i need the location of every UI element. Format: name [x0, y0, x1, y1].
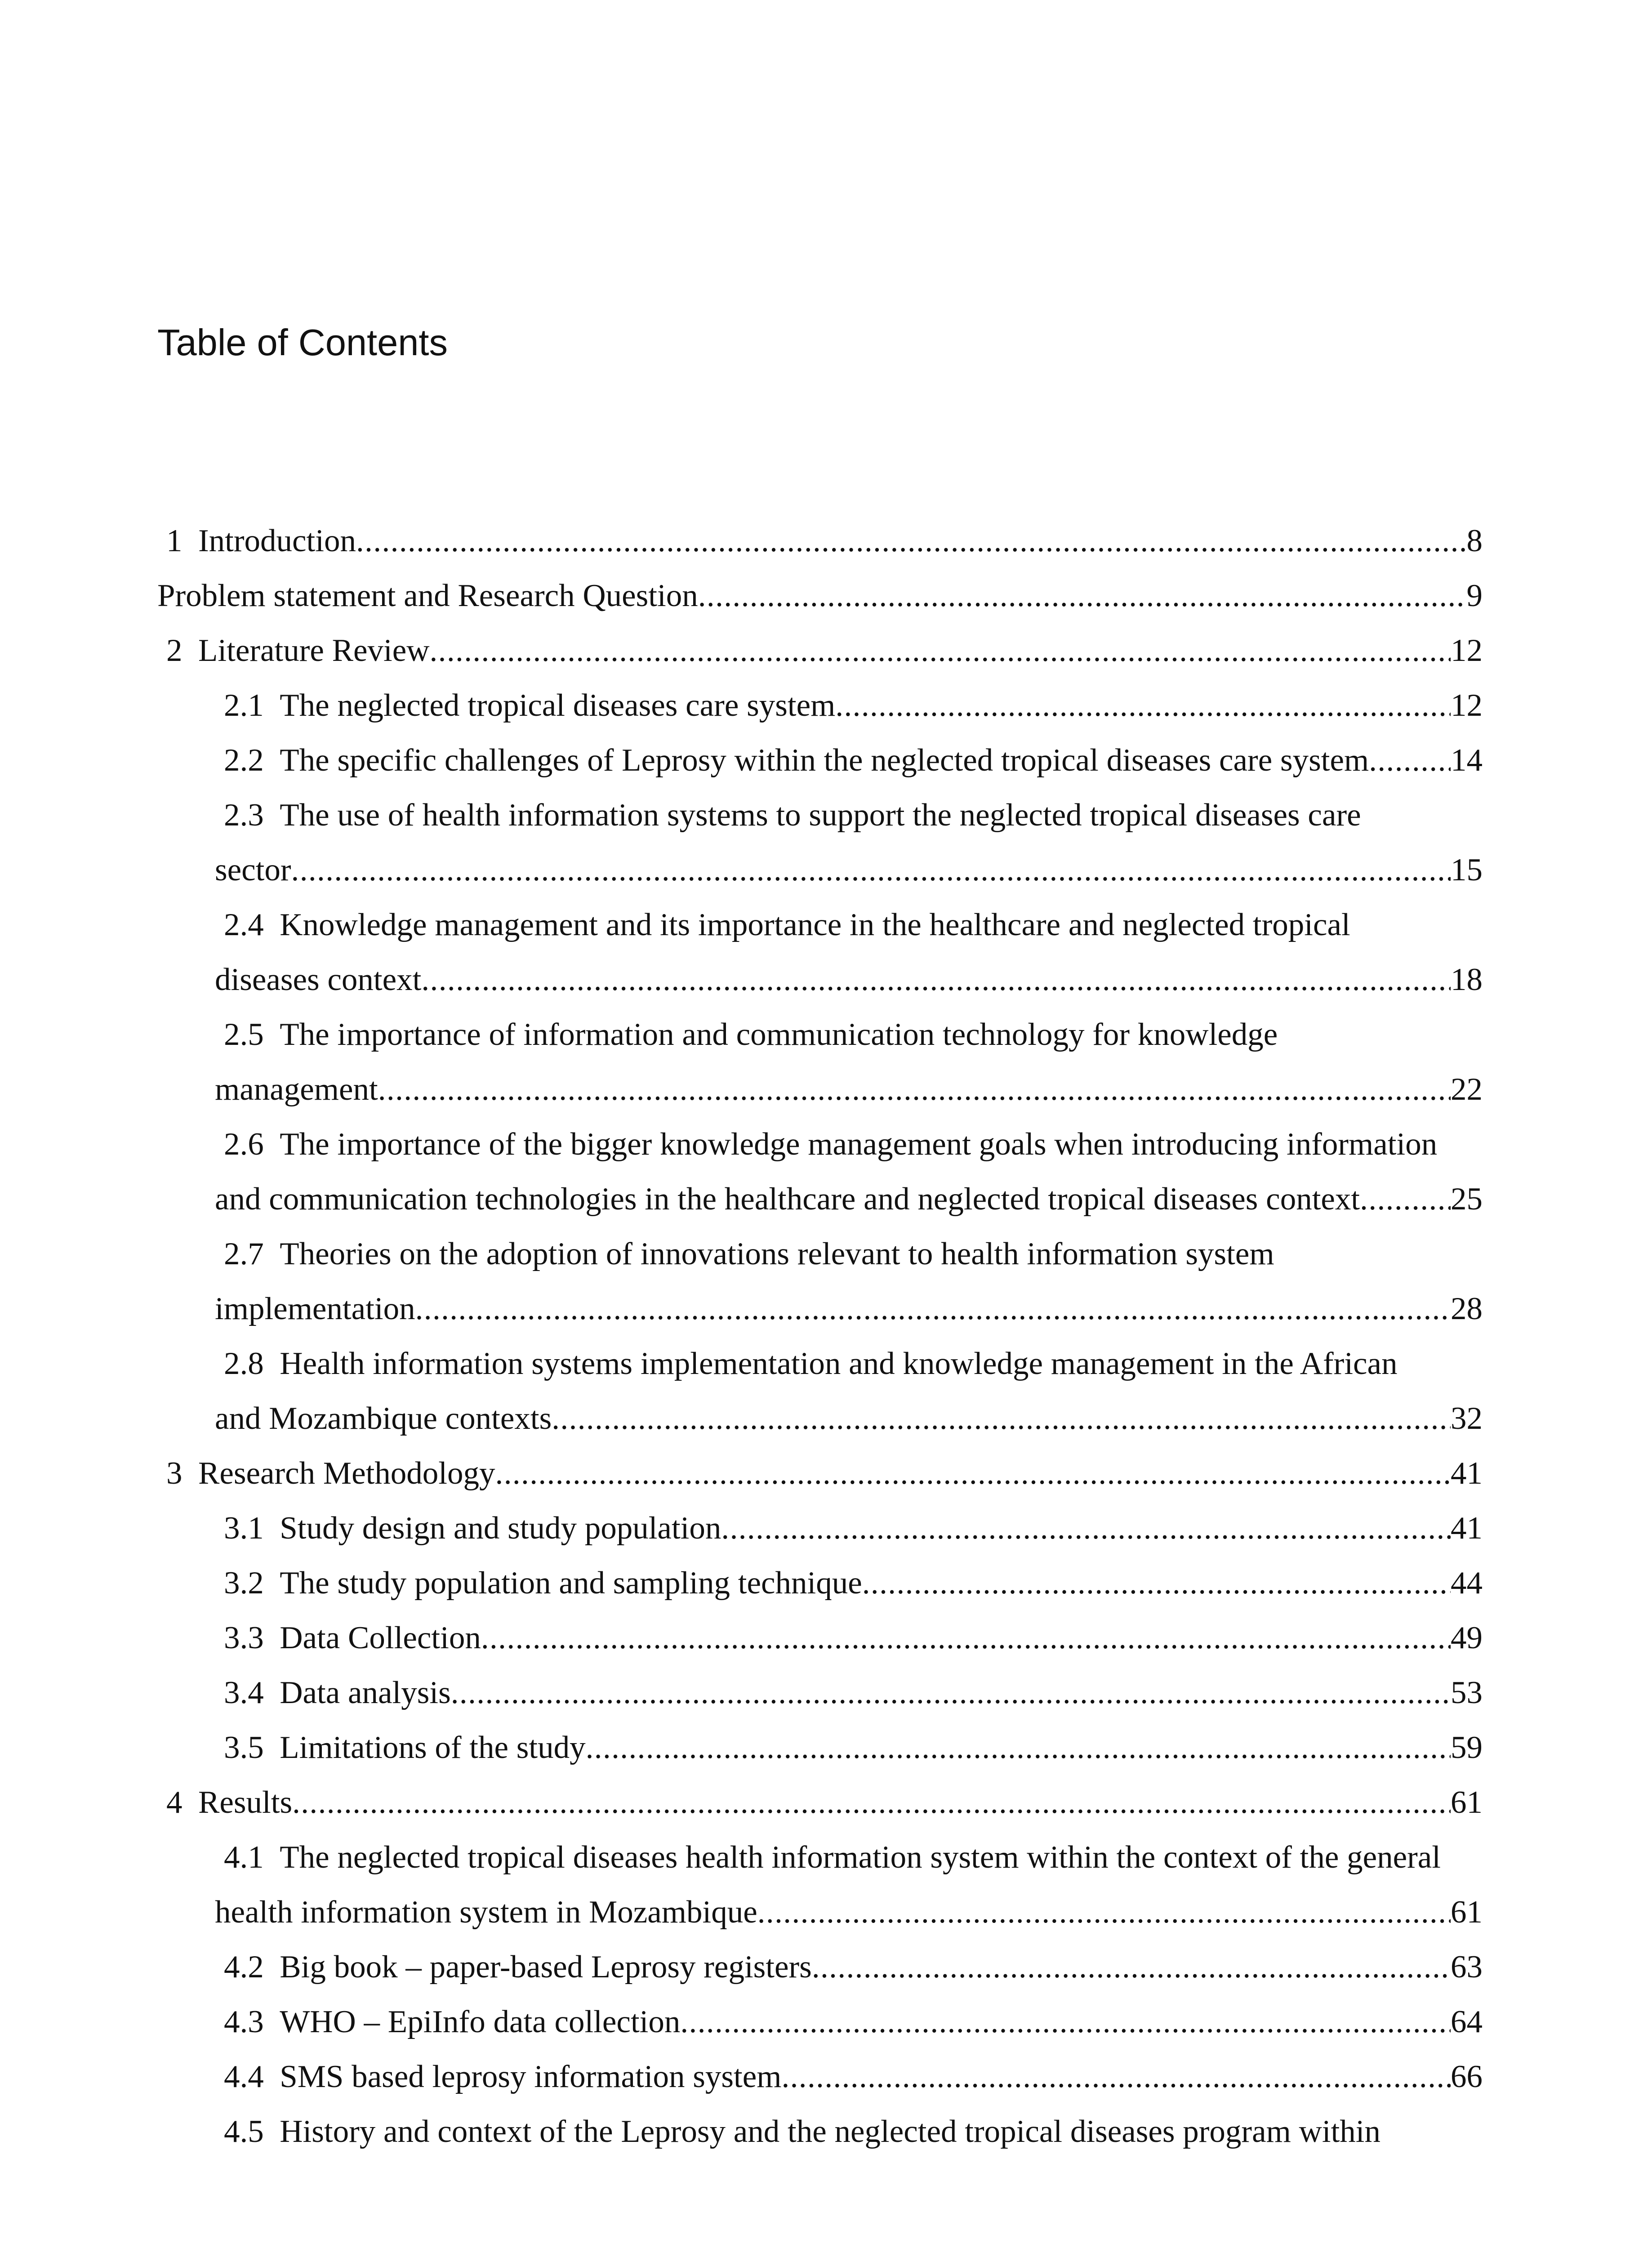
- table-of-contents: [157, 513, 1483, 2159]
- toc-entry-label-continued: implementation: [215, 1291, 415, 1326]
- toc-page-number: 53: [1451, 1675, 1483, 1710]
- toc-dot-leader: [781, 2049, 1451, 2104]
- toc-dot-leader: [1369, 733, 1451, 788]
- toc-entry-number: 2.3: [224, 798, 264, 833]
- toc-dot-leader: [415, 1281, 1451, 1336]
- toc-entry-problem-statement[interactable]: [157, 568, 1483, 623]
- toc-page-number: 49: [1451, 1620, 1483, 1655]
- toc-entry-first-line: [157, 1117, 1483, 1172]
- toc-entry-label-continued: management: [215, 1072, 378, 1107]
- toc-entry-label: Limitations of the study: [280, 1730, 586, 1765]
- toc-entry-2-1[interactable]: [157, 678, 1483, 733]
- toc-entry-number: 2: [166, 633, 183, 668]
- toc-page-number: 64: [1451, 2004, 1483, 2039]
- toc-entry-literature-review[interactable]: [157, 623, 1483, 678]
- toc-entry-label-continued: and Mozambique contexts: [215, 1401, 552, 1436]
- toc-page-number: 61: [1451, 1785, 1483, 1820]
- toc-page-number: 41: [1451, 1511, 1483, 1546]
- toc-entry-3-4[interactable]: [157, 1665, 1483, 1720]
- toc-entry-label-continued: health information system in Mozambique: [215, 1895, 757, 1930]
- toc-entry-number: 3.3: [224, 1620, 264, 1655]
- toc-entry-4-4[interactable]: [157, 2049, 1483, 2104]
- toc-entry-last-line: [157, 952, 1483, 1007]
- toc-entry-first-line: [157, 1336, 1483, 1391]
- toc-entry-label: WHO – EpiInfo data collection: [280, 2004, 681, 2039]
- toc-entry-last-line: [157, 1062, 1483, 1117]
- toc-entry-label: History and context of the Leprosy and the neglected tropical diseases program within: [280, 2114, 1381, 2149]
- toc-entry-3-1[interactable]: [157, 1501, 1483, 1556]
- toc-dot-leader: [356, 513, 1467, 568]
- toc-dot-leader: [1360, 1172, 1451, 1227]
- toc-entry-number: 3: [166, 1456, 183, 1491]
- toc-entry-label-continued: sector: [215, 852, 291, 888]
- toc-page-number: 59: [1451, 1730, 1483, 1765]
- toc-entry-4-1[interactable]: [157, 1830, 1483, 1940]
- toc-entry-first-line: [157, 1007, 1483, 1062]
- toc-entry-label: The importance of the bigger knowledge management goals when introducing information: [280, 1127, 1438, 1162]
- toc-dot-leader: [835, 678, 1451, 733]
- toc-entry-number: 4: [166, 1785, 183, 1820]
- toc-dot-leader: [552, 1391, 1451, 1446]
- toc-page-number: 66: [1451, 2059, 1483, 2094]
- toc-entry-label-continued: diseases context: [215, 962, 422, 997]
- toc-entry-number: 3.5: [224, 1730, 264, 1765]
- toc-entry-2-6[interactable]: [157, 1117, 1483, 1227]
- toc-dot-leader: [757, 1885, 1451, 1940]
- toc-entry-first-line: [157, 788, 1483, 843]
- toc-dot-leader: [862, 1556, 1451, 1610]
- toc-entry-first-line: [157, 897, 1483, 952]
- toc-page-number: 63: [1451, 1949, 1483, 1985]
- toc-entry-3-2[interactable]: [157, 1556, 1483, 1610]
- toc-entry-last-line: [157, 843, 1483, 897]
- toc-entry-number: 2.1: [224, 688, 264, 723]
- toc-entry-number: 2.8: [224, 1346, 264, 1381]
- toc-page-number: 9: [1466, 578, 1483, 613]
- toc-dot-leader: [421, 952, 1451, 1007]
- toc-entry-label: Health information systems implementation and knowledge management in the African: [280, 1346, 1398, 1381]
- toc-entry-number: 4.3: [224, 2004, 264, 2039]
- toc-entry-label: Results: [198, 1785, 293, 1820]
- toc-entry-number: 2.2: [224, 743, 264, 778]
- toc-page-number: 28: [1451, 1291, 1483, 1326]
- toc-dot-leader: [812, 1940, 1451, 1994]
- toc-entry-label: Research Methodology: [198, 1456, 495, 1491]
- toc-entry-last-line: [157, 1281, 1483, 1336]
- toc-page-number: 8: [1466, 523, 1483, 558]
- toc-entry-2-4[interactable]: [157, 897, 1483, 1007]
- toc-page-number: 12: [1451, 633, 1483, 668]
- toc-dot-leader: [698, 568, 1467, 623]
- toc-entry-label: Problem statement and Research Question: [157, 578, 698, 613]
- toc-entry-3-5[interactable]: [157, 1720, 1483, 1775]
- toc-entry-first-line: [157, 1227, 1483, 1281]
- toc-entry-label-continued: and communication technologies in the healthcare and neglected tropical diseases context: [215, 1182, 1360, 1217]
- toc-entry-research-methodology[interactable]: [157, 1446, 1483, 1501]
- toc-page-number: 25: [1451, 1182, 1483, 1217]
- toc-entry-3-3[interactable]: [157, 1610, 1483, 1665]
- toc-entry-introduction[interactable]: [157, 513, 1483, 568]
- toc-entry-label: The specific challenges of Leprosy within the neglected tropical diseases care system: [280, 743, 1369, 778]
- toc-page-number: 61: [1451, 1895, 1483, 1930]
- toc-entry-number: 2.6: [224, 1127, 264, 1162]
- toc-entry-label: Study design and study population: [280, 1511, 721, 1546]
- toc-entry-label: SMS based leprosy information system: [280, 2059, 782, 2094]
- toc-dot-leader: [586, 1720, 1451, 1775]
- toc-entry-results[interactable]: [157, 1775, 1483, 1830]
- toc-dot-leader: [481, 1610, 1451, 1665]
- toc-entry-2-2[interactable]: [157, 733, 1483, 788]
- toc-entry-label: The neglected tropical diseases health information system within the context of the general: [280, 1840, 1441, 1875]
- toc-entry-4-3[interactable]: [157, 1994, 1483, 2049]
- toc-page-number: 15: [1451, 852, 1483, 888]
- toc-entry-number: 2.4: [224, 907, 264, 942]
- toc-entry-last-line: [157, 1391, 1483, 1446]
- toc-entry-number: 4.4: [224, 2059, 264, 2094]
- toc-dot-leader: [430, 623, 1451, 678]
- toc-entry-label: The use of health information systems to support the neglected tropical diseases care: [280, 798, 1361, 833]
- toc-page-number: 14: [1451, 743, 1483, 778]
- toc-entry-number: 4.5: [224, 2114, 264, 2149]
- toc-entry-number: 2.5: [224, 1017, 264, 1052]
- toc-entry-label: Theories on the adoption of innovations relevant to health information system: [280, 1236, 1274, 1271]
- toc-entry-number: 3.1: [224, 1511, 264, 1546]
- toc-entry-first-line: [157, 2104, 1483, 2159]
- toc-entry-2-5[interactable]: [157, 1007, 1483, 1117]
- toc-page-number: 22: [1451, 1072, 1483, 1107]
- toc-dot-leader: [495, 1446, 1451, 1501]
- toc-page-number: 32: [1451, 1401, 1483, 1436]
- toc-entry-number: 3.4: [224, 1675, 264, 1710]
- toc-dot-leader: [680, 1994, 1451, 2049]
- toc-dot-leader: [451, 1665, 1451, 1720]
- toc-dot-leader: [291, 843, 1451, 897]
- toc-entry-number: 2.7: [224, 1236, 264, 1271]
- toc-entry-last-line: [157, 1885, 1483, 1940]
- toc-entry-4-5[interactable]: [157, 2104, 1483, 2159]
- toc-entry-label: Introduction: [198, 523, 356, 558]
- toc-entry-label: The importance of information and communication technology for knowledge: [280, 1017, 1278, 1052]
- toc-entry-label: The study population and sampling technique: [280, 1566, 862, 1601]
- toc-entry-number: 4.2: [224, 1949, 264, 1985]
- toc-entry-last-line: [157, 1172, 1483, 1227]
- toc-dot-leader: [378, 1062, 1451, 1117]
- toc-dot-leader: [721, 1501, 1451, 1556]
- toc-entry-label: The neglected tropical diseases care system: [280, 688, 836, 723]
- toc-dot-leader: [292, 1775, 1451, 1830]
- toc-entry-label: Knowledge management and its importance in the healthcare and neglected tropical: [280, 907, 1350, 942]
- toc-entry-number: 4.1: [224, 1840, 264, 1875]
- toc-entry-number: 1: [166, 523, 183, 558]
- toc-entry-number: 3.2: [224, 1566, 264, 1601]
- toc-entry-2-3[interactable]: [157, 788, 1483, 897]
- toc-page-number: 12: [1451, 688, 1483, 723]
- toc-page-number: 44: [1451, 1566, 1483, 1601]
- toc-entry-2-7[interactable]: [157, 1227, 1483, 1336]
- toc-entry-label: Data analysis: [280, 1675, 451, 1710]
- toc-entry-label: Data Collection: [280, 1620, 481, 1655]
- toc-entry-label: Literature Review: [198, 633, 430, 668]
- toc-page-number: 18: [1451, 962, 1483, 997]
- toc-entry-label: Big book – paper-based Leprosy registers: [280, 1949, 812, 1985]
- toc-entry-first-line: [157, 1830, 1483, 1885]
- toc-entry-4-2[interactable]: [157, 1940, 1483, 1994]
- toc-page-number: 41: [1451, 1456, 1483, 1491]
- toc-title: Table of Contents: [157, 321, 448, 363]
- toc-entry-2-8[interactable]: [157, 1336, 1483, 1446]
